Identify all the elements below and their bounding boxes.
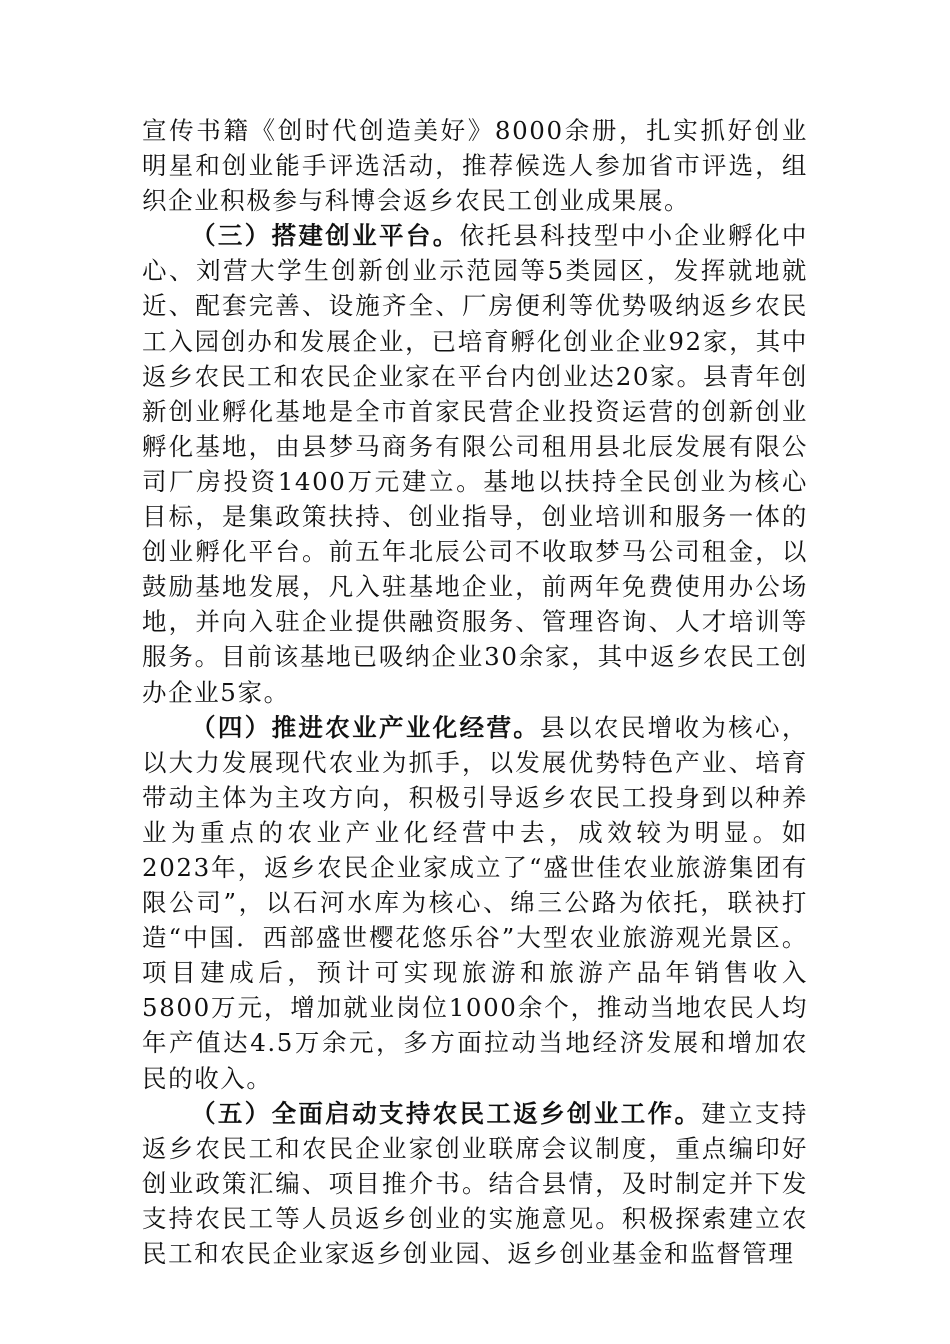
paragraph-body: 宣传书籍《创时代创造美好》8000余册，扎实抓好创业明星和创业能手评选活动，推荐候选人参加省市评选，组织企业积极参与科博会返乡农民工创业成果展。: [142, 116, 808, 216]
paragraph-section-5: [142, 1096, 808, 1271]
paragraph-section-4: [142, 710, 808, 1096]
section-heading: （四）推进农业产业化经营。: [191, 712, 541, 742]
paragraph-body: 建立支持返乡农民工和农民企业家创业联席会议制度，重点编印好创业政策汇编、项目推介书。结合县情，及时制定并下发支持农民工等人员返乡创业的实施意见。积极探索建立农民工和农民企业家返乡创业园、返乡创业基金和监督管理: [142, 1098, 808, 1268]
document-body: [142, 113, 808, 1271]
paragraph-body: 县以农民增收为核心，以大力发展现代农业为抓手，以发展优势特色产业、培育带动主体为主攻方向，积极引导返乡农民工投身到以种养业为重点的农业产业化经营中去，成效较为明显。如2023年，返乡农民企业家成立了“盛世佳农业旅游集团有限公司”，以石河水库为核心、绵三公路为依托，联袂打造“中国．西部盛世樱花悠乐谷”大型农业旅游观光景区。项目建成后，预计可实现旅游和旅游产品年销售收入5800万元，增加就业岗位1000余个，推动当地农民人均年产值达4.5万余元，多方面拉动当地经济发展和增加农民的收入。: [142, 712, 808, 1093]
section-heading: （五）全面启动支持农民工返乡创业工作。: [191, 1098, 702, 1128]
paragraph-continuation: [142, 113, 808, 218]
section-heading: （三）搭建创业平台。: [191, 221, 460, 251]
paragraph-section-3: [142, 218, 808, 709]
paragraph-body: 依托县科技型中小企业孵化中心、刘营大学生创新创业示范园等5类园区，发挥就地就近、配套完善、设施齐全、厂房便利等优势吸纳返乡农民工入园创办和发展企业，已培育孵化创业企业92家，其中返乡农民工和农民企业家在平台内创业达20家。县青年创新创业孵化基地是全市首家民营企业投资运营的创新创业孵化基地，由县梦马商务有限公司租用县北辰发展有限公司厂房投资1400万元建立。基地以扶持全民创业为核心目标，是集政策扶持、创业指导，创业培训和服务一体的创业孵化平台。前五年北辰公司不收取梦马公司租金，以鼓励基地发展，凡入驻基地企业，前两年免费使用办公场地，并向入驻企业提供融资服务、管理咨询、人才培训等服务。目前该基地已吸纳企业30余家，其中返乡农民工创办企业5家。: [142, 221, 808, 707]
